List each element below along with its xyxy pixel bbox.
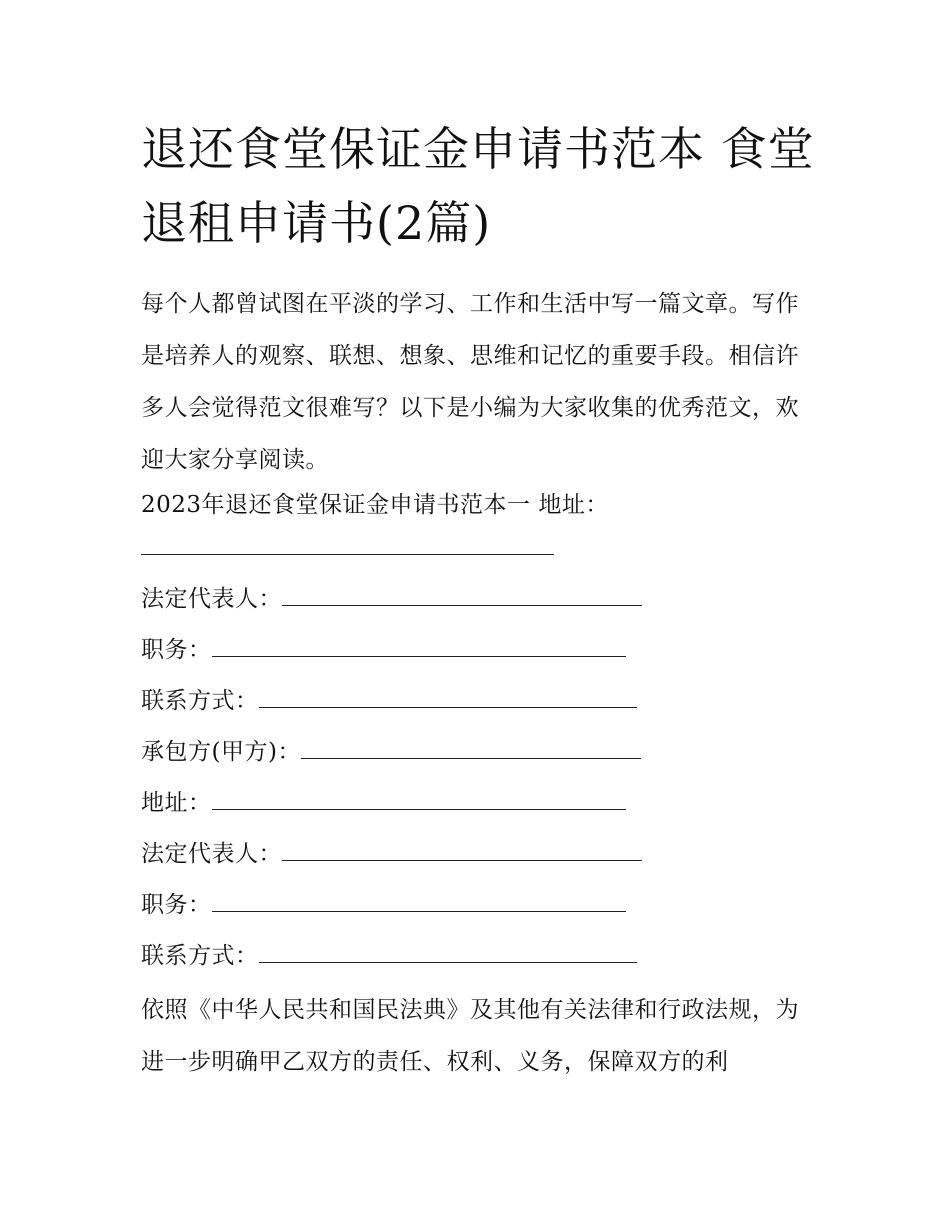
intro-paragraph: 每个人都曾试图在平淡的学习、工作和生活中写一篇文章。写作是培养人的观察、联想、想象、思维和记忆的重要手段。相信许多人会觉得范文很难写？以下是小编为大家收集的优秀范文，欢迎大家分享阅读。 [141,291,799,473]
field-blank [282,583,642,606]
field-blank [259,685,637,708]
field-position-2 [141,889,626,920]
heading-line [141,490,609,520]
closing-paragraph: 依照《中华人民共和国民法典》及其他有关法律和行政法规，为进一步明确甲乙双方的责任、权利、义务，保障双方的利 [141,997,799,1075]
field-blank [212,634,626,657]
field-legal-representative-2 [141,838,642,869]
address-blank-line [141,532,554,563]
field-blank [259,940,637,963]
field-label: 职务： [141,892,212,918]
field-label: 法定代表人： [141,841,282,867]
field-label: 联系方式： [141,943,259,969]
address-blank [141,532,554,555]
field-blank [282,838,642,861]
field-label: 地址： [141,790,212,816]
field-label: 法定代表人： [141,586,282,612]
field-label: 联系方式： [141,688,259,714]
document-title: 退还食堂保证金申请书范本 食堂退租申请书(2篇) [141,122,815,250]
field-position [141,634,626,665]
field-label: 职务： [141,637,212,663]
field-blank [212,889,626,912]
field-contractor [141,736,641,767]
field-label: 承包方(甲方)： [141,739,301,765]
field-blank [212,787,626,810]
field-contact [141,685,637,716]
field-legal-representative [141,583,642,614]
heading-line-text: 2023年退还食堂保证金申请书范本一 地址： [141,492,609,518]
field-address [141,787,626,818]
field-blank [301,736,641,759]
field-contact-2 [141,940,637,971]
